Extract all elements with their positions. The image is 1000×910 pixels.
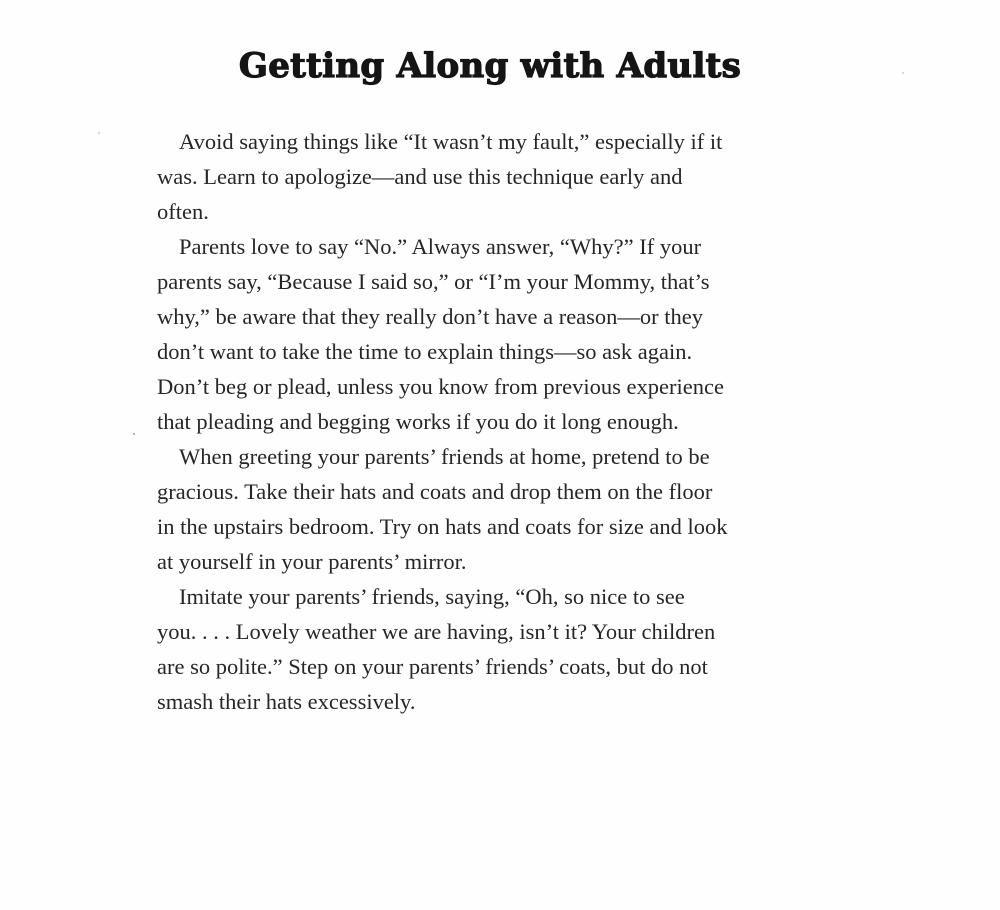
- text-line: that pleading and begging works if you do it long enough.: [157, 409, 679, 434]
- text-line: Don’t beg or plead, unless you know from previous experience: [157, 374, 724, 399]
- scan-speck: [902, 72, 904, 74]
- text-line: are so polite.” Step on your parents’ friends’ coats, but do not: [157, 654, 708, 679]
- scan-speck: [133, 433, 135, 435]
- text-line: in the upstairs bedroom. Try on hats and coats for size and look: [157, 514, 728, 539]
- text-line: gracious. Take their hats and coats and drop them on the floor: [157, 479, 713, 504]
- text-line: why,” be aware that they really don’t have a reason—or they: [157, 304, 704, 329]
- paragraph-3: [157, 439, 817, 579]
- text-line: at yourself in your parents’ mirror.: [157, 549, 467, 574]
- text-line: often.: [157, 199, 209, 224]
- scan-speck: [98, 132, 100, 134]
- text-line: Avoid saying things like “It wasn’t my fault,” especially if it: [179, 129, 723, 154]
- paragraph-1: [157, 124, 817, 229]
- text-line: smash their hats excessively.: [157, 689, 416, 714]
- body-text: [157, 124, 817, 719]
- text-line: Parents love to say “No.” Always answer, “Why?” If your: [179, 234, 702, 259]
- text-line: Imitate your parents’ friends, saying, “Oh, so nice to see: [179, 584, 685, 609]
- page-title: Getting Along with Adults: [238, 46, 742, 86]
- text-line: was. Learn to apologize—and use this technique early and: [157, 164, 683, 189]
- paragraph-2: [157, 229, 817, 439]
- text-line: don’t want to take the time to explain things—so ask again.: [157, 339, 693, 364]
- text-line: When greeting your parents’ friends at home, pretend to be: [179, 444, 710, 469]
- text-line: you. . . . Lovely weather we are having, isn’t it? Your children: [157, 619, 716, 644]
- text-line: parents say, “Because I said so,” or “I’m your Mommy, that’s: [157, 269, 710, 294]
- paragraph-4: [157, 579, 817, 719]
